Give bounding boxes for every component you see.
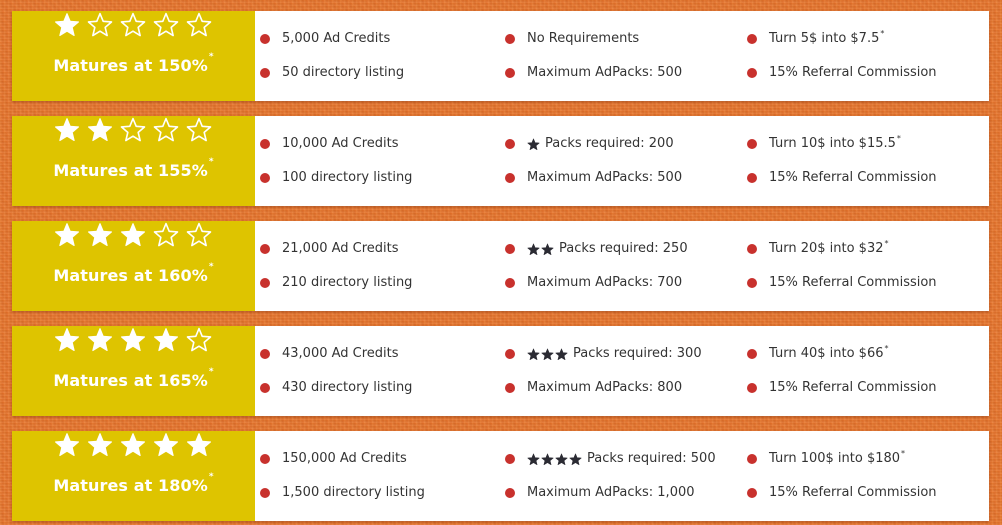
bullet-icon (260, 244, 270, 254)
directory-text: 210 directory listing (282, 275, 413, 290)
bullet-icon (747, 68, 757, 78)
turn-item (747, 345, 889, 363)
directory-text: 1,500 directory listing (282, 485, 425, 500)
rank-star-icon (555, 453, 568, 466)
tier-details (255, 11, 989, 101)
bullet-icon (505, 383, 515, 393)
bullet-icon (747, 139, 757, 149)
bullet-icon (260, 278, 270, 288)
star-filled-icon (54, 117, 80, 143)
referral-item (747, 64, 937, 82)
bullet-icon (260, 349, 270, 359)
matures-text: Matures at 180% (53, 476, 208, 495)
directory-item (260, 64, 404, 82)
star-rating (54, 327, 212, 353)
requirement-text: Packs required: 200 (545, 136, 674, 151)
rank-star-icon (569, 453, 582, 466)
bullet-icon (260, 383, 270, 393)
matures-label (12, 262, 255, 285)
max-adpacks-text: Maximum AdPacks: 500 (527, 170, 683, 185)
matures-text: Matures at 160% (53, 266, 208, 285)
bullet-icon (747, 488, 757, 498)
referral-item (747, 484, 937, 502)
star-filled-icon (87, 117, 113, 143)
star-filled-icon (54, 432, 80, 458)
max-adpacks-item (505, 484, 695, 502)
star-filled-icon (54, 12, 80, 38)
max-adpacks-item (505, 169, 682, 187)
bullet-icon (505, 244, 515, 254)
required-rank-stars (527, 138, 540, 151)
tier-card-1 (12, 11, 989, 101)
bullet-icon (747, 349, 757, 359)
star-rating (54, 117, 212, 143)
matures-label (12, 157, 255, 180)
requirement-item (505, 30, 639, 48)
bullet-icon (747, 34, 757, 44)
ad-credits-text: 5,000 Ad Credits (282, 31, 391, 46)
star-outline-icon (186, 12, 212, 38)
referral-item (747, 379, 937, 397)
star-outline-icon (87, 12, 113, 38)
bullet-icon (505, 173, 515, 183)
referral-text: 15% Referral Commission (769, 170, 937, 185)
bullet-icon (505, 454, 515, 464)
footnote-mark: * (884, 344, 889, 353)
max-adpacks-text: Maximum AdPacks: 800 (527, 380, 683, 395)
star-rating (54, 432, 212, 458)
matures-label (12, 472, 255, 495)
matures-text: Matures at 150% (53, 56, 208, 75)
bullet-icon (260, 454, 270, 464)
star-filled-icon (87, 432, 113, 458)
directory-item (260, 169, 412, 187)
bullet-icon (747, 278, 757, 288)
tier-details (255, 431, 989, 521)
turn-item (747, 30, 884, 48)
directory-item (260, 274, 412, 292)
star-filled-icon (186, 432, 212, 458)
requirement-item (505, 450, 716, 468)
tier-badge (12, 116, 255, 206)
bullet-icon (260, 488, 270, 498)
turn-text: Turn 20$ into $32 (769, 241, 884, 256)
max-adpacks-item (505, 379, 682, 397)
referral-text: 15% Referral Commission (769, 275, 937, 290)
star-outline-icon (186, 117, 212, 143)
star-filled-icon (54, 222, 80, 248)
directory-text: 430 directory listing (282, 380, 413, 395)
max-adpacks-text: Maximum AdPacks: 700 (527, 275, 683, 290)
star-outline-icon (153, 12, 179, 38)
bullet-icon (747, 383, 757, 393)
tier-details (255, 326, 989, 416)
bullet-icon (747, 244, 757, 254)
requirement-item (505, 135, 674, 153)
required-rank-stars (527, 243, 554, 256)
bullet-icon (747, 173, 757, 183)
star-rating (54, 12, 212, 38)
tier-card-3 (12, 221, 989, 311)
tier-badge (12, 326, 255, 416)
matures-text: Matures at 165% (53, 371, 208, 390)
max-adpacks-text: Maximum AdPacks: 500 (527, 65, 683, 80)
bullet-icon (747, 454, 757, 464)
tier-card-5 (12, 431, 989, 521)
rank-star-icon (527, 453, 540, 466)
footnote-mark: * (208, 472, 214, 482)
footnote-mark: * (208, 367, 214, 377)
turn-text: Turn 5$ into $7.5 (769, 31, 880, 46)
rank-star-icon (527, 348, 540, 361)
tier-details (255, 221, 989, 311)
max-adpacks-text: Maximum AdPacks: 1,000 (527, 485, 695, 500)
required-rank-stars (527, 348, 568, 361)
star-outline-icon (153, 222, 179, 248)
rank-star-icon (527, 243, 540, 256)
matures-label (12, 367, 255, 390)
star-filled-icon (153, 327, 179, 353)
ad-credits-item (260, 30, 390, 48)
footnote-mark: * (208, 52, 214, 62)
rank-star-icon (541, 243, 554, 256)
star-outline-icon (153, 117, 179, 143)
star-filled-icon (87, 327, 113, 353)
requirement-text: Packs required: 500 (587, 451, 716, 466)
star-rating (54, 222, 212, 248)
requirement-text: Packs required: 250 (559, 241, 688, 256)
referral-text: 15% Referral Commission (769, 485, 937, 500)
tier-card-4 (12, 326, 989, 416)
directory-item (260, 379, 412, 397)
ad-credits-text: 10,000 Ad Credits (282, 136, 399, 151)
ad-credits-text: 150,000 Ad Credits (282, 451, 407, 466)
footnote-mark: * (880, 29, 885, 38)
matures-label (12, 52, 255, 75)
bullet-icon (505, 139, 515, 149)
referral-text: 15% Referral Commission (769, 65, 937, 80)
turn-text: Turn 100$ into $180 (769, 451, 901, 466)
ad-credits-item (260, 345, 399, 363)
bullet-icon (260, 139, 270, 149)
bullet-icon (505, 68, 515, 78)
max-adpacks-item (505, 64, 682, 82)
star-filled-icon (54, 327, 80, 353)
bullet-icon (505, 278, 515, 288)
tier-details (255, 116, 989, 206)
rank-star-icon (527, 138, 540, 151)
bullet-icon (505, 349, 515, 359)
tier-badge (12, 11, 255, 101)
bullet-icon (505, 488, 515, 498)
rank-star-icon (541, 348, 554, 361)
turn-item (747, 240, 889, 258)
rank-star-icon (541, 453, 554, 466)
footnote-mark: * (896, 134, 901, 143)
max-adpacks-item (505, 274, 682, 292)
ad-credits-item (260, 240, 399, 258)
requirement-item (505, 345, 702, 363)
star-filled-icon (120, 432, 146, 458)
star-outline-icon (120, 117, 146, 143)
matures-text: Matures at 155% (53, 161, 208, 180)
bullet-icon (260, 68, 270, 78)
turn-item (747, 450, 905, 468)
referral-text: 15% Referral Commission (769, 380, 937, 395)
ad-credits-item (260, 450, 407, 468)
ad-credits-item (260, 135, 399, 153)
footnote-mark: * (901, 449, 906, 458)
footnote-mark: * (884, 239, 889, 248)
referral-item (747, 274, 937, 292)
requirement-text: No Requirements (527, 31, 640, 46)
star-outline-icon (186, 222, 212, 248)
turn-item (747, 135, 901, 153)
requirement-item (505, 240, 688, 258)
footnote-mark: * (208, 262, 214, 272)
turn-text: Turn 10$ into $15.5 (769, 136, 896, 151)
tier-card-2 (12, 116, 989, 206)
ad-credits-text: 21,000 Ad Credits (282, 241, 399, 256)
star-filled-icon (153, 432, 179, 458)
star-outline-icon (120, 12, 146, 38)
ad-credits-text: 43,000 Ad Credits (282, 346, 399, 361)
star-filled-icon (87, 222, 113, 248)
tier-badge (12, 221, 255, 311)
footnote-mark: * (208, 157, 214, 167)
turn-text: Turn 40$ into $66 (769, 346, 884, 361)
requirement-text: Packs required: 300 (573, 346, 702, 361)
bullet-icon (260, 173, 270, 183)
referral-item (747, 169, 937, 187)
directory-text: 100 directory listing (282, 170, 413, 185)
rank-star-icon (555, 348, 568, 361)
star-filled-icon (120, 222, 146, 248)
bullet-icon (505, 34, 515, 44)
tier-badge (12, 431, 255, 521)
bullet-icon (260, 34, 270, 44)
star-filled-icon (120, 327, 146, 353)
directory-item (260, 484, 425, 502)
directory-text: 50 directory listing (282, 65, 405, 80)
star-outline-icon (186, 327, 212, 353)
required-rank-stars (527, 453, 582, 466)
